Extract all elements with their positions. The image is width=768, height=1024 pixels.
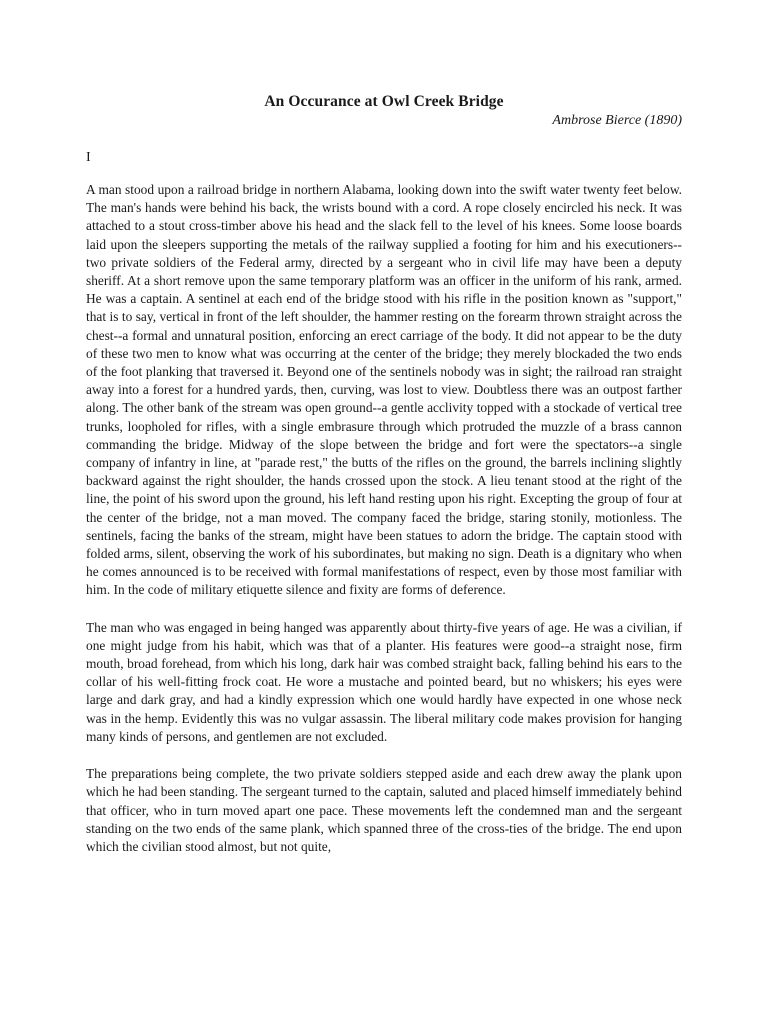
paragraph: The preparations being complete, the two private soldiers stepped aside and each drew away the plank upon which he had been standing. The sergeant turned to the captain, saluted and placed himself immediately behind that officer, who in turn moved apart one pace. These movements left the condemned man and the sergeant standing on the two ends of the same plank, which spanned three of the cross-ties of the bridge. The end upon which the civilian stood almost, but not quite, — [86, 766, 682, 854]
document-title: An Occurance at Owl Creek Bridge — [264, 93, 504, 110]
document-body — [86, 181, 682, 875]
paragraph: The man who was engaged in being hanged was apparently about thirty-five years of age. He was a civilian, if one might judge from his habit, which was that of a planter. His features were good--a straight nose, firm mouth, broad forehead, from which his long, dark hair was combed straight back, falling behind his ears to the collar of his well-fitting frock coat. He wore a mustache and pointed beard, but no whiskers; his eyes were large and dark gray, and had a kindly expression which one would hardly have expected in one whose neck was in the hemp. Evidently this was no vulgar assassin. The liberal military code makes provision for hanging many kinds of persons, and gentlemen are not excluded. — [86, 619, 682, 744]
paragraph: A man stood upon a railroad bridge in northern Alabama, looking down into the swift water twenty feet below. The man's hands were behind his back, the wrists bound with a cord. A rope closely encircled his neck. It was attached to a stout cross-timber above his head and the slack fell to the level of his knees. Some loose boards laid upon the sleepers supporting the metals of the railway supplied a footing for him and his executioners--two private soldiers of the Federal army, directed by a sergeant who in civil life may have been a deputy sheriff. At a short remove upon the same temporary platform was an officer in the uniform of his rank, armed. He was a captain. A sentinel at each end of the bridge stood with his rifle in the position known as "support," that is to say, vertical in front of the left shoulder, the hammer resting on the forearm thrown straight across the chest--a formal and unnatural position, enforcing an erect carriage of the body. It did not appear to be the duty of these two men to know what was occurring at the center of the bridge; they merely blockaded the two ends of the foot planking that traversed it. Beyond one of the sentinels nobody was in sight; the railroad ran straight away into a forest for a hundred yards, then, curving, was lost to view. Doubtless there was an outpost farther along. The other bank of the stream was open ground--a gentle acclivity topped with a stockade of vertical tree trunks, loopholed for rifles, with a single embrasure through which protruded the muzzle of a brass cannon commanding the bridge. Midway of the slope between the bridge and fort were the spectators--a single company of infantry in line, at "parade rest," the butts of the rifles on the ground, the barrels inclining slightly backward against the right shoulder, the hands crossed upon the stock. A lieu tenant stood at the right of the line, the point of his sword upon the ground, his left hand resting upon his right. Excepting the group of four at the center of the bridge, not a man moved. The company faced the bridge, staring stonily, motionless. The sentinels, facing the banks of the stream, might have been statues to adorn the bridge. The captain stood with folded arms, silent, observing the work of his subordinates, but making no sign. Death is a dignitary who when he comes announced is to be received with formal manifestations of respect, even by those most familiar with him. In the code of military etiquette silence and fixity are forms of deference. — [86, 182, 682, 598]
section-number: I — [86, 150, 91, 165]
document-author: Ambrose Bierce (1890) — [552, 113, 682, 128]
